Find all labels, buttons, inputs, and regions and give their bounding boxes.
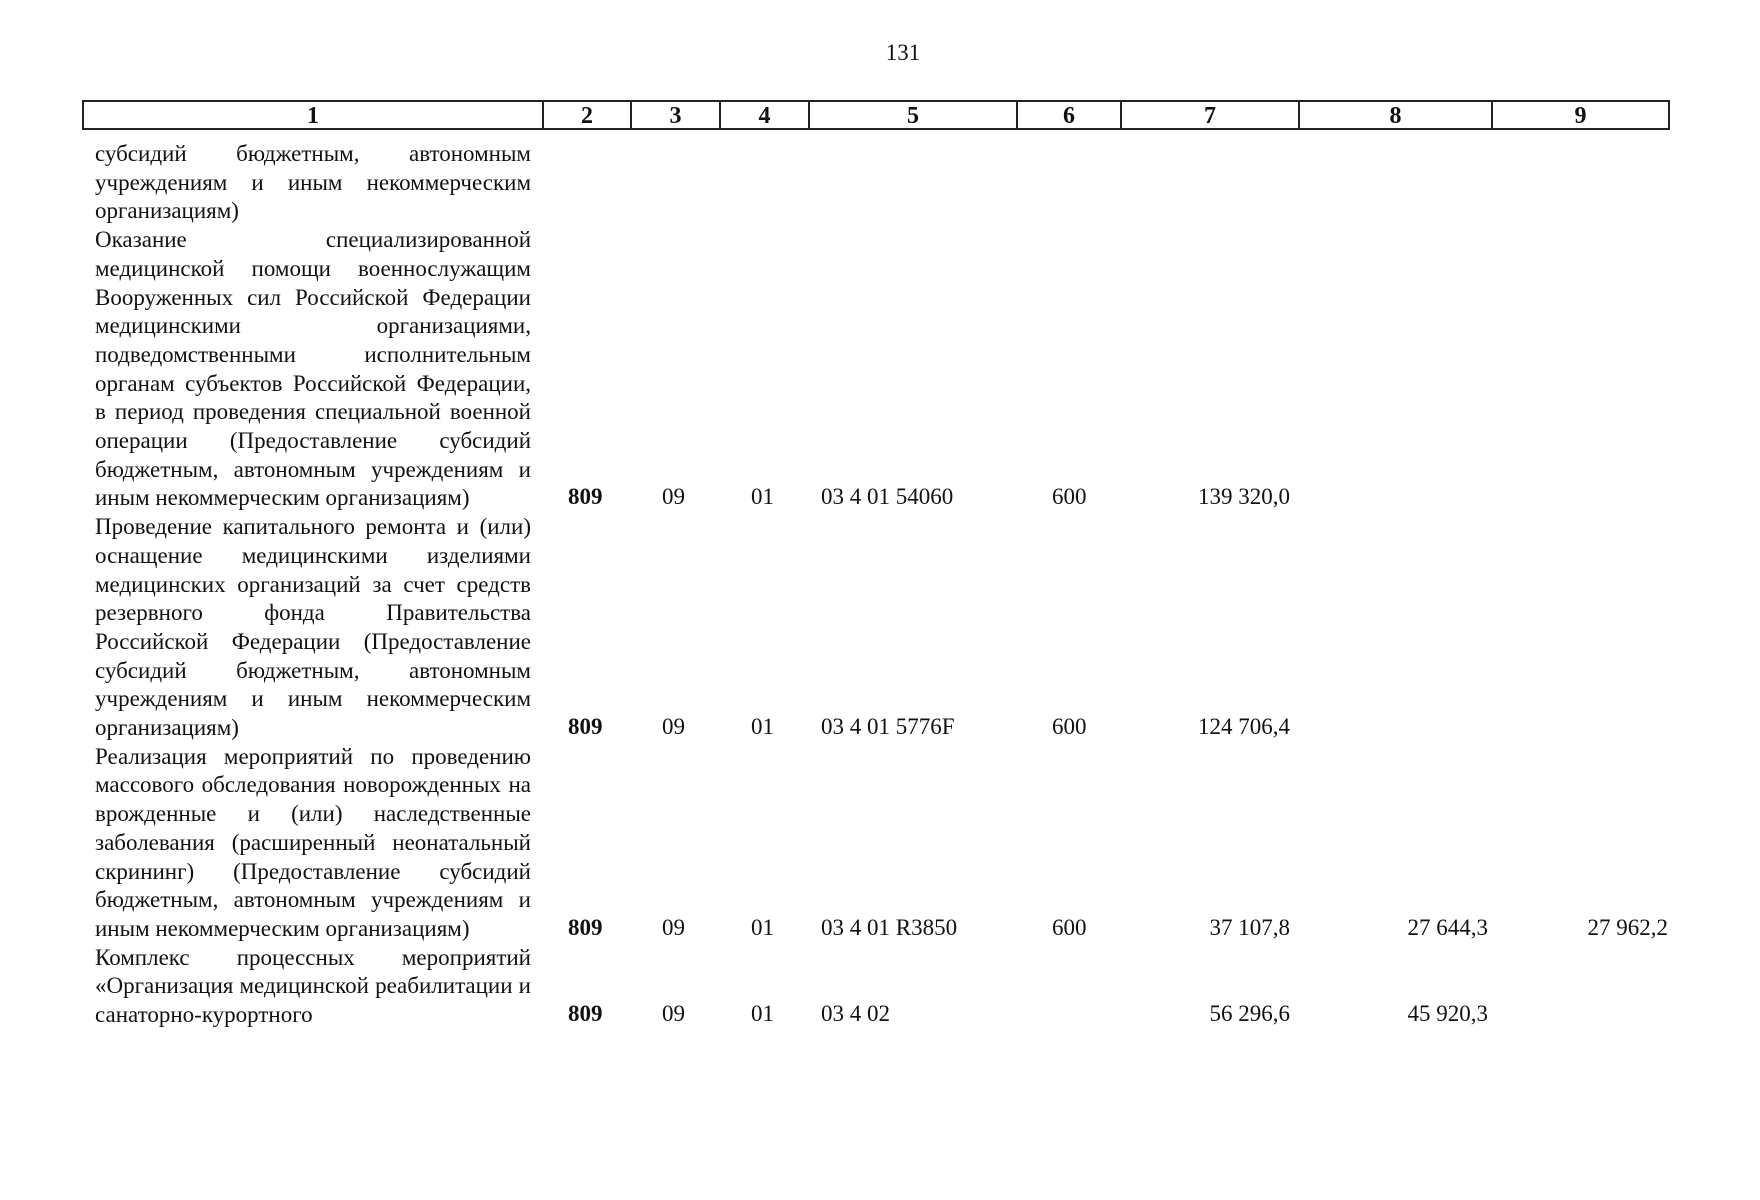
expense-type-code: 600: [1052, 484, 1087, 510]
header-col-2: 2: [543, 101, 631, 129]
expense-type-code: 600: [1052, 713, 1087, 739]
row-description: Комплекс процессных мероприятий «Организация медицинской реабилитации и санаторно-курортного: [95, 944, 531, 1028]
header-row: [83, 101, 1669, 129]
header-col-6: 6: [1017, 101, 1121, 129]
header-col-5: 5: [809, 101, 1017, 129]
amount-col-7: 37 107,8: [1209, 914, 1290, 940]
amount-col-9: 27 962,2: [1587, 914, 1668, 940]
subsection-code: 01: [751, 914, 774, 940]
ministry-code: 809: [568, 914, 603, 940]
amount-col-7: 56 296,6: [1209, 1000, 1290, 1026]
table-row: [0, 140, 1760, 226]
table-row: [0, 944, 1760, 1030]
ministry-code: 809: [568, 484, 603, 510]
ministry-code: 809: [568, 713, 603, 739]
subsection-code: 01: [751, 713, 774, 739]
expense-type-code: 600: [1052, 914, 1087, 940]
table-row: [0, 743, 1760, 944]
table-row: [0, 513, 1760, 743]
header-col-4: 4: [720, 101, 809, 129]
amount-col-8: 45 920,3: [1407, 1000, 1488, 1026]
row-description: Реализация мероприятий по проведению массового обследования новорожденных на врожденные и (или) наследственные заболевания (расширенный неонатальный скрининг) (Предоставление субсидий бюджетным, автономным учреждениям и иным некоммерческим организациям): [95, 743, 531, 941]
amount-col-7: 139 320,0: [1198, 484, 1290, 510]
page-number: 131: [885, 40, 921, 65]
row-description: Оказание специализированной медицинской помощи военнослужащим Вооруженных сил Российской Федерации медицинскими организациями, подведомственными исполнительным органам субъектов Российской Федерации, в период проведения специальной военной операции (Предоставление субсидий бюджетным, автономным учреждениям и иным некоммерческим организациям): [95, 227, 531, 511]
subsection-code: 01: [751, 1000, 774, 1026]
target-article-code: 03 4 01 54060: [821, 484, 954, 510]
header-col-3: 3: [631, 101, 720, 129]
target-article-code: 03 4 01 R3850: [821, 914, 958, 940]
section-code: 09: [662, 1000, 685, 1026]
section-code: 09: [662, 484, 685, 510]
header-col-7: 7: [1121, 101, 1299, 129]
table-row: [0, 226, 1760, 513]
section-code: 09: [662, 914, 685, 940]
amount-col-7: 124 706,4: [1198, 713, 1290, 739]
column-header-table: [82, 100, 1670, 130]
budget-rows: [0, 140, 1760, 1030]
header-col-1: 1: [83, 101, 543, 129]
target-article-code: 03 4 02: [821, 1000, 890, 1026]
row-description: Проведение капитального ремонта и (или) оснащение медицинскими изделиями медицинских организаций за счет средств резервного фонда Правительства Российской Федерации (Предоставление субсидий бюджетным, автономным учреждениям и иным некоммерческим организациям): [95, 514, 531, 741]
row-description: субсидий бюджетным, автономным учреждениям и иным некоммерческим организациям): [95, 141, 531, 224]
subsection-code: 01: [751, 484, 774, 510]
header-col-9: 9: [1492, 101, 1669, 129]
amount-col-8: 27 644,3: [1407, 914, 1488, 940]
header-col-8: 8: [1299, 101, 1492, 129]
target-article-code: 03 4 01 5776F: [821, 713, 955, 739]
section-code: 09: [662, 713, 685, 739]
ministry-code: 809: [568, 1000, 603, 1026]
